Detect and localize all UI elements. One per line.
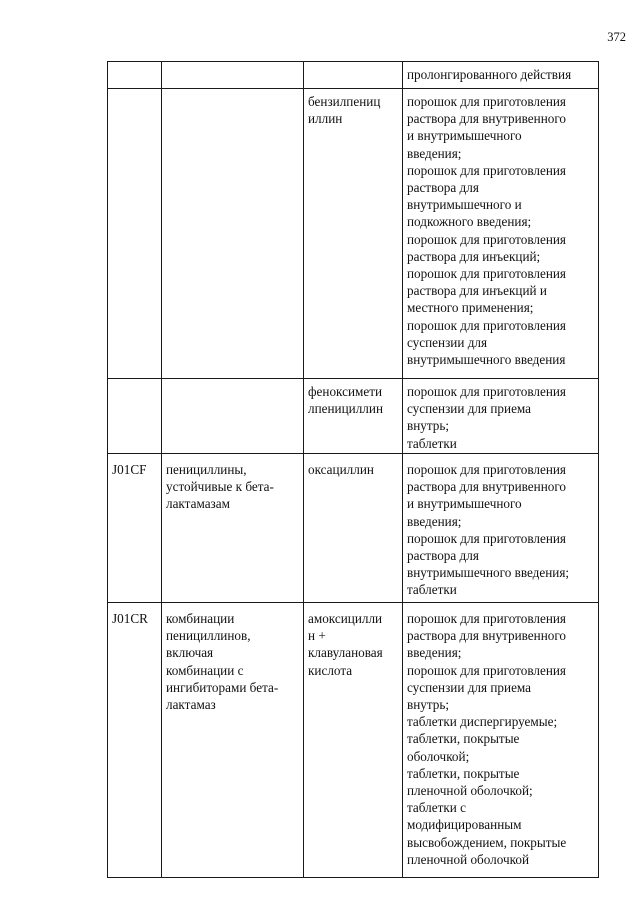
dosage-forms-cell: порошок для приготовления раствора для внутривенного и внутримышечного введения; порошок для приготовления раствора для внутримышечного и подкожного введения; порошок для приготовления раствора для инъекций; порошок для приготовления раствора для инъекций и местного применения; порошок для приготовления суспензии для внутримышечного введения [403, 89, 599, 379]
dosage-forms-cell: порошок для приготовления раствора для внутривенного введения; порошок для приготовления суспензии для приема внутрь; таблетки диспергируемые; таблетки, покрытые оболочкой; таблетки, покрытые пленочной оболочкой; таблетки с модифицированным высвобождением, покрытые пленочной оболочкой [403, 603, 599, 878]
dosage-forms-cell: порошок для приготовления суспензии для приема внутрь; таблетки [403, 379, 599, 454]
group-name-cell: пенициллины, устойчивые к бета- лактамазам [162, 454, 304, 603]
drug-name-cell: феноксимети лпенициллин [304, 379, 403, 454]
dosage-forms-cell: пролонгированного действия [403, 62, 599, 89]
table-row [108, 379, 599, 454]
atc-code-cell: J01CF [108, 454, 162, 603]
group-name-cell [162, 379, 304, 454]
table-row [108, 89, 599, 379]
drug-name-cell: амоксицилли н + клавулановая кислота [304, 603, 403, 878]
page-number: 372 [607, 30, 626, 44]
atc-code-cell: J01CR [108, 603, 162, 878]
group-name-cell [162, 62, 304, 89]
atc-code-cell [108, 62, 162, 89]
dosage-forms-cell: порошок для приготовления раствора для внутривенного и внутримышечного введения; порошок для приготовления раствора для внутримышечного введения; таблетки [403, 454, 599, 603]
drug-name-cell: оксациллин [304, 454, 403, 603]
group-name-cell [162, 89, 304, 379]
table-row [108, 603, 599, 878]
group-name-cell: комбинации пенициллинов, включая комбинации с ингибиторами бета- лактамаз [162, 603, 304, 878]
drug-name-cell [304, 62, 403, 89]
atc-code-cell [108, 89, 162, 379]
drug-table [107, 61, 599, 878]
table-row [108, 62, 599, 89]
table-row [108, 454, 599, 603]
drug-name-cell: бензилпениц иллин [304, 89, 403, 379]
atc-code-cell [108, 379, 162, 454]
